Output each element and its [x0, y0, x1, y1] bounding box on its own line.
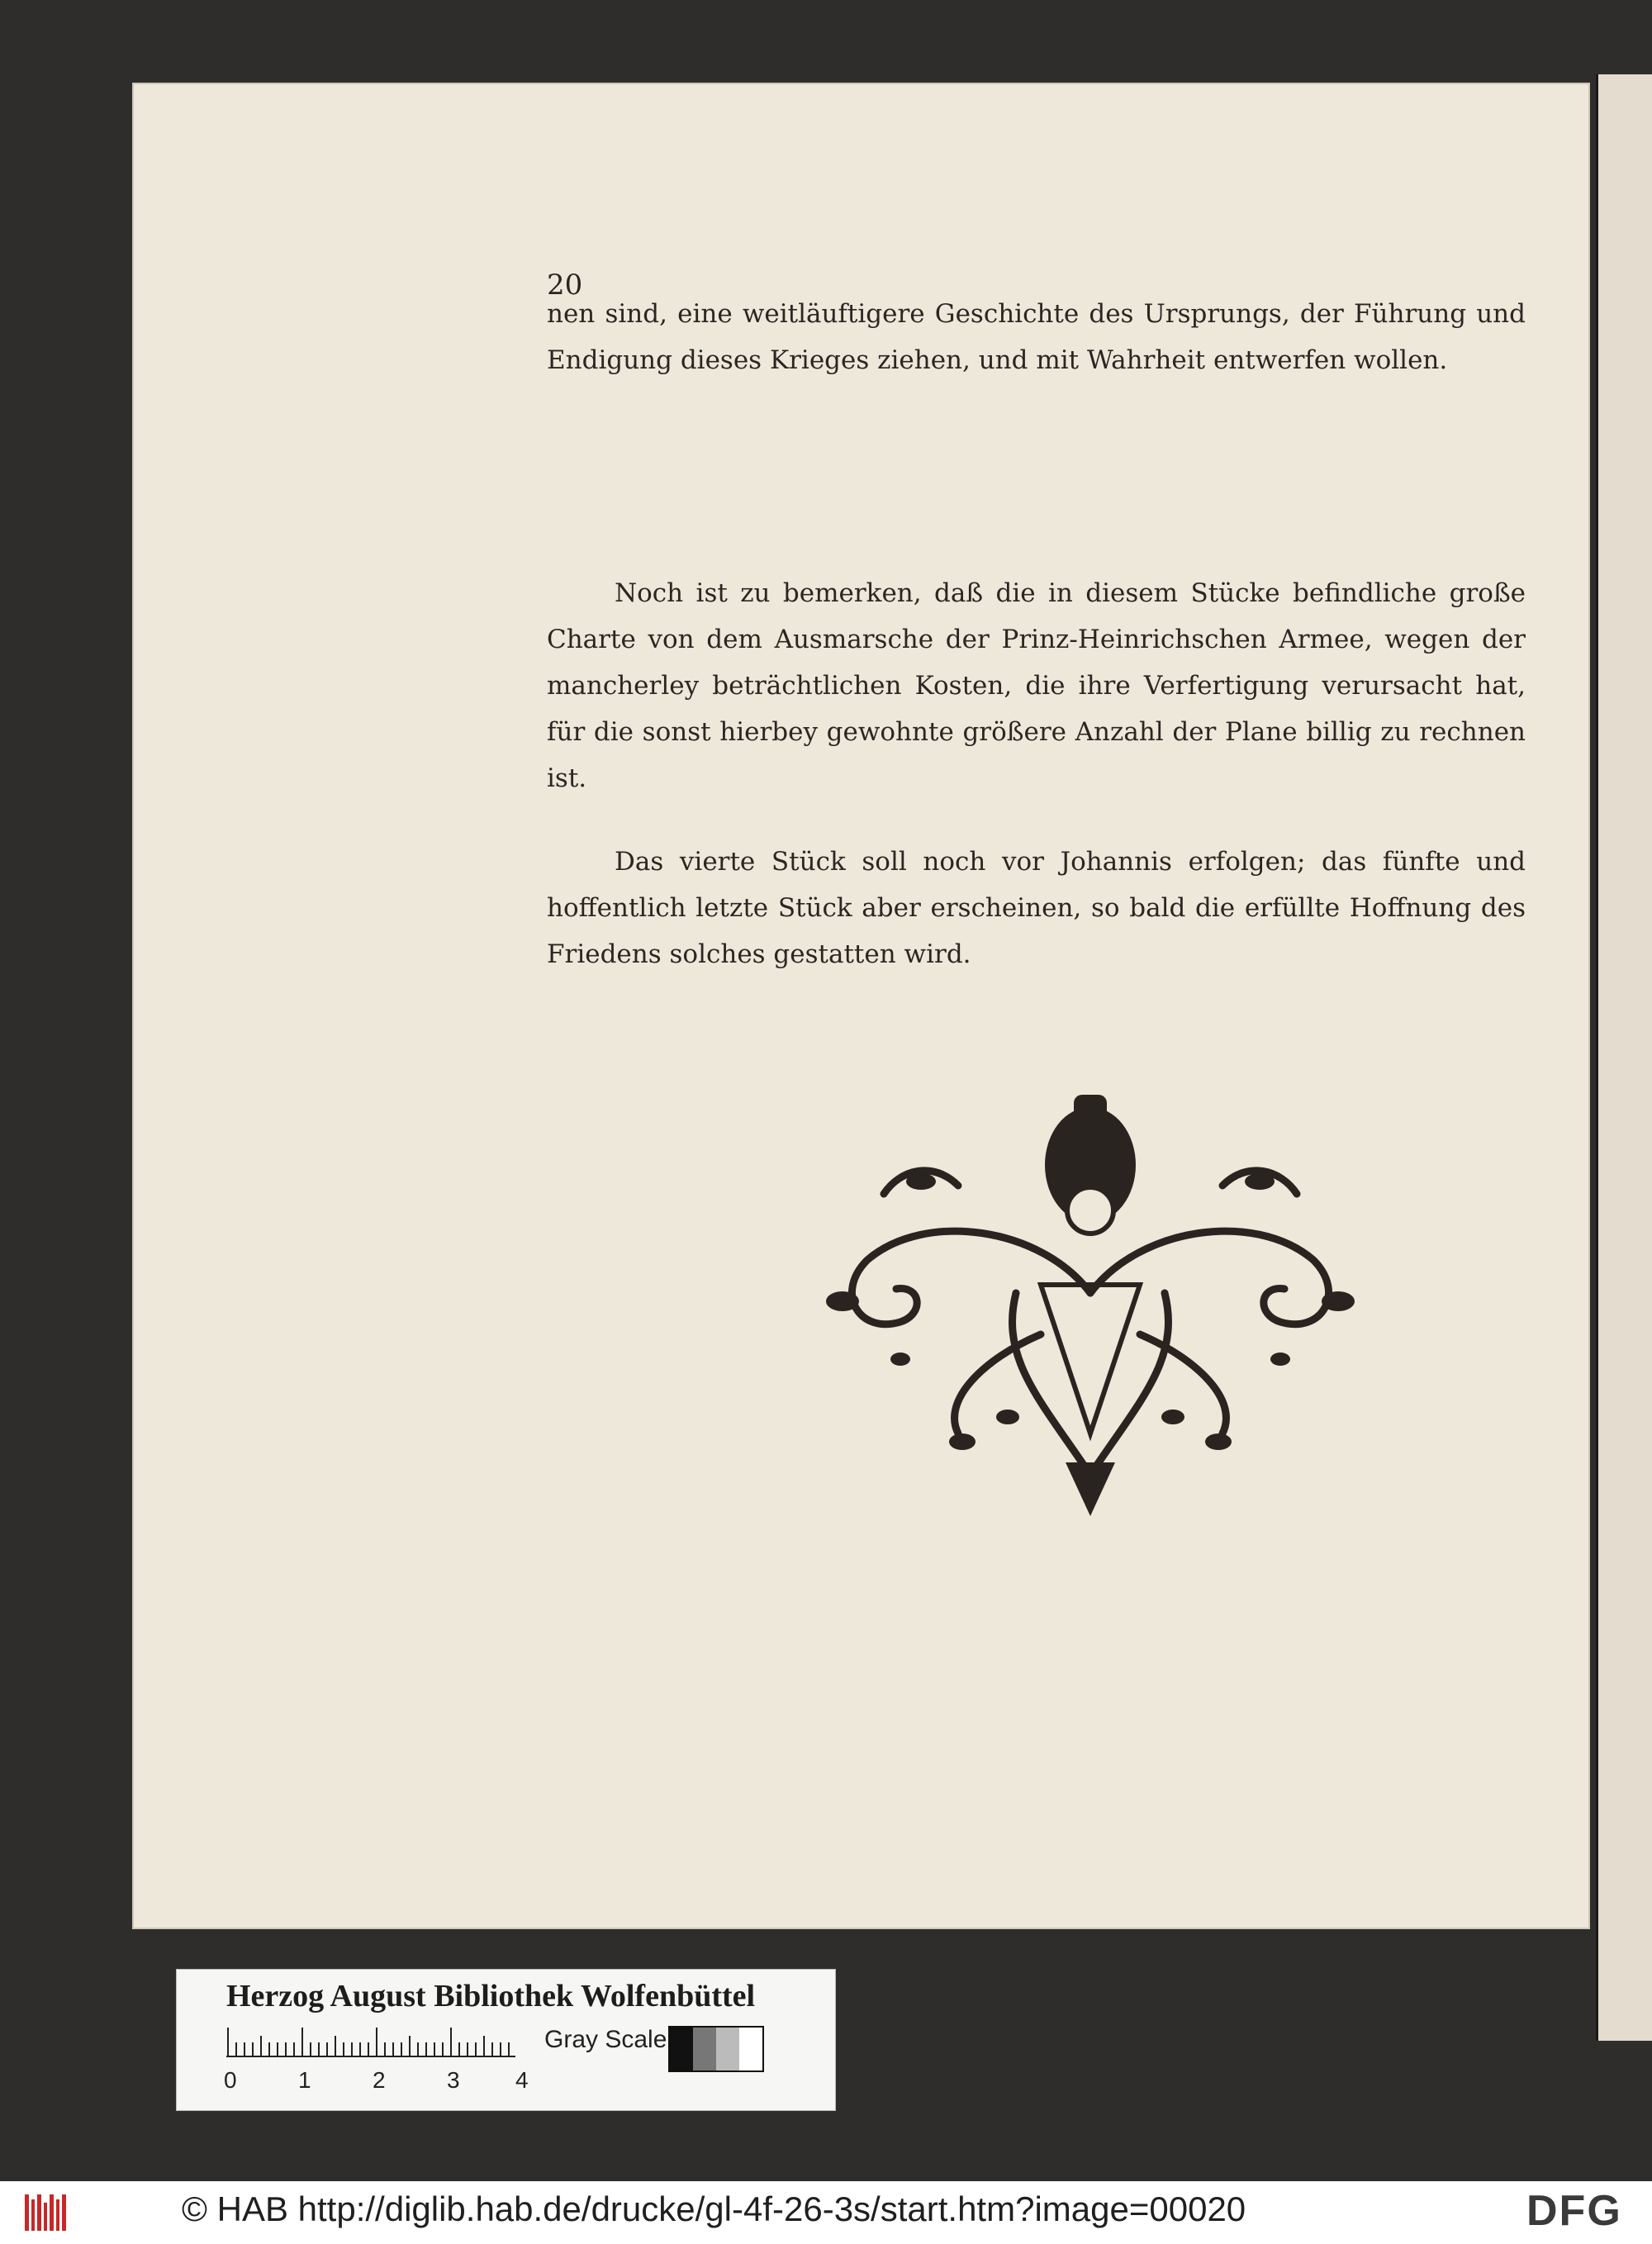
source-url-text: © HAB http://diglib.hab.de/drucke/gl-4f-26-3s/start.htm?image=00020: [182, 2189, 1246, 2228]
footer-bar: [0, 2181, 1652, 2244]
ruler-number-0: 0: [224, 2067, 237, 2093]
grayscale-label: Gray Scale: [544, 2026, 667, 2053]
grayscale-patches: [668, 2026, 764, 2072]
barcode-logo-icon: [23, 2191, 69, 2234]
ruler-number-3: 3: [447, 2067, 460, 2093]
decorative-ornament: [793, 1086, 1388, 1516]
dfg-logo: DFG: [1526, 2187, 1622, 2235]
paragraph-1: nen sind, eine weitläuftigere Geschichte des Ursprungs, der Führung und Endigung dieses Krieges ziehen, und mit Wahrheit entwerfen wollen.: [547, 299, 1526, 375]
library-name: Herzog August Bibliothek Wolfenbüttel: [226, 1979, 756, 2013]
ruler-number-4: 4: [515, 2067, 529, 2093]
paragraph-2: Noch ist zu bemerken, daß die in diesem Stücke befindliche große Charte von dem Ausmarsche der Prinz-Heinrichschen Armee, wegen der mancherley beträchtlichen Kosten, die ihre Verfertigung verursacht hat, für die sonst hierbey gewohnte größere Anzahl der Plane billig zu rechnen ist.: [547, 578, 1526, 793]
measurement-ruler: [226, 2028, 515, 2057]
paragraph-3: Das vierte Stück soll noch vor Johannis erfolgen; das fünfte und hoffentlich letzte Stück aber erscheinen, so bald die erfüllte Hoffnung des Friedens solches gestatten wird.: [547, 847, 1526, 969]
page-number: 20: [547, 269, 583, 302]
ruler-number-2: 2: [373, 2067, 386, 2093]
book-page: [132, 83, 1590, 1929]
ruler-number-1: 1: [298, 2067, 311, 2093]
library-calibration-label: [176, 1969, 836, 2111]
adjacent-page-edge: [1596, 74, 1652, 2041]
